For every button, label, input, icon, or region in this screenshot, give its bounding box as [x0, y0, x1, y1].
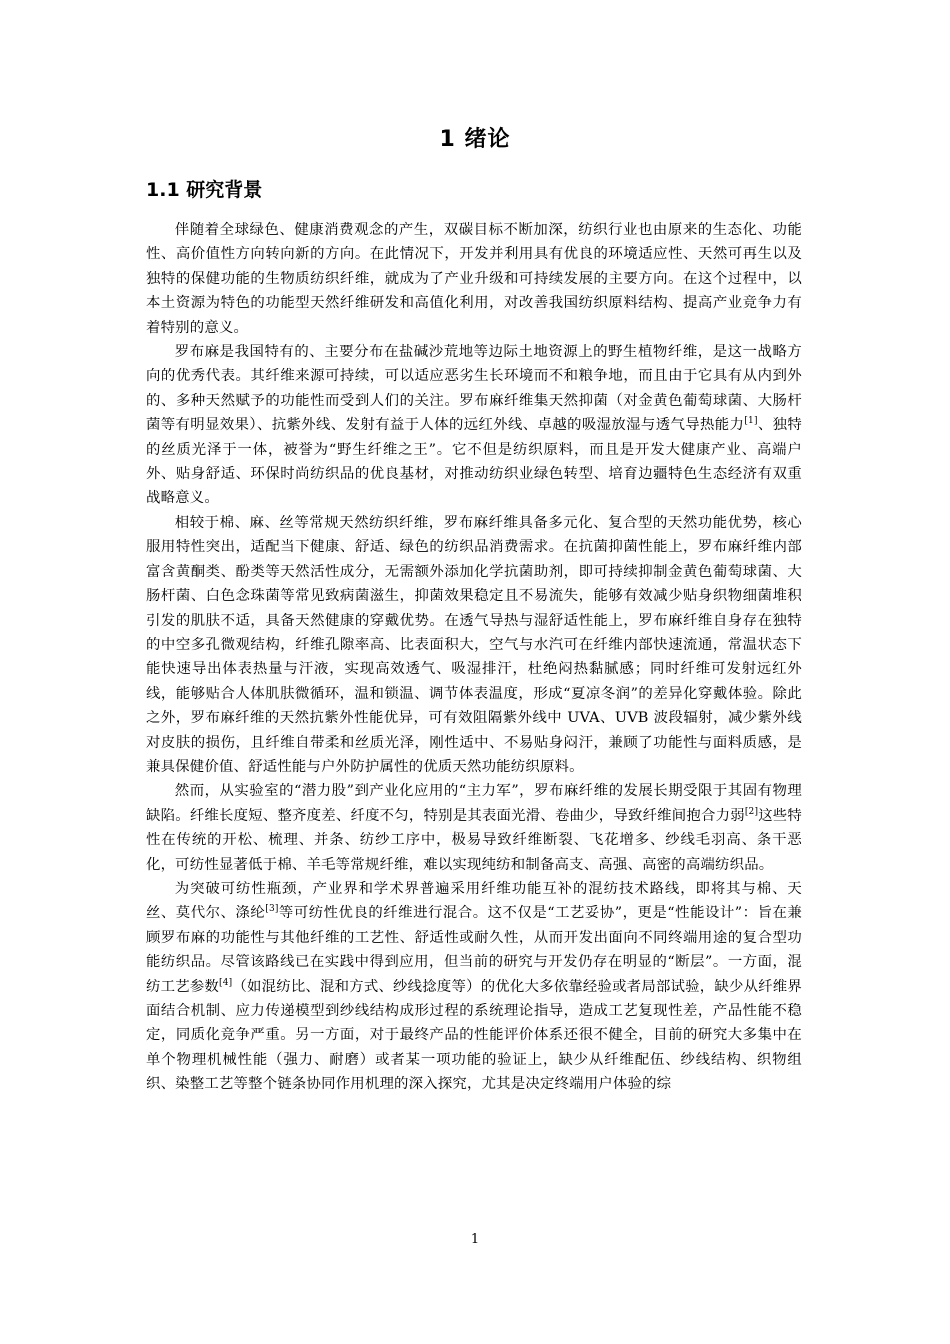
paragraph-text: 罗布麻是我国特有的、主要分布在盐碱沙荒地等边际土地资源上的野生植物纤维，是这一战略方向的优秀代表。其纤维来源可持续，可以适应恶劣生长环境而不和粮争地，而且由于它具有从内到外的、多种天然赋予的功能性而受到人们的关注。罗布麻纤维集天然抑菌（对金黄色葡萄球菌、大肠杆菌等有明显效果）、抗紫外线、发射有益于人体的远红外线、卓越的吸湿放湿与透气导热能力 [146, 344, 802, 434]
chapter-title: 1 绪论 [439, 127, 511, 152]
paragraph-text: 、独特的丝质光泽于一体，被誉为“野生纤维之王”。它不但是纺织原料，而且是开发大健康产业、高端户外、贴身舒适、环保时尚纺织品的优良基材，对推动纺织业绿色转型、培育边疆特色生态经济有双重战略意义。 [146, 417, 802, 507]
page-number: 1 [470, 1232, 480, 1247]
paragraph-text: （如混纺比、混和方式、纱线捻度等）的优化大多依靠经验或者局部试验，缺少从纤维界面结合机制、应力传递模型到纱线结构成形过程的系统理论指导，造成工艺复现性差，产品性能不稳定，同质化竞争严重。另一方面，对于最终产品的性能评价体系还很不健全，目前的研究大多集中在单个物理机械性能（强力、耐磨）或者某一项功能的验证上，缺少从纤维配伍、纱线结构、织物组织、染整工艺等整个链条协同作用机理的深入探究，尤其是决定终端用户体验的综 [146, 978, 802, 1093]
section-title: 1.1 研究背景 [146, 179, 263, 201]
citation-ref[interactable]: [4] [219, 977, 233, 988]
paragraph-text: 相较于棉、麻、丝等常规天然纺织纤维，罗布麻纤维具备多元化、复合型的天然功能优势，核心服用特性突出，适配当下健康、舒适、绿色的纺织品消费需求。在抗菌抑菌性能上，罗布麻纤维内部富含黄酮类、酚类等天然活性成分，无需额外添加化学抗菌助剂，即可持续抑制金黄色葡萄球菌、大肠杆菌、白色念珠菌等常见致病菌滋生，抑菌效果稳定且不易流失，能够有效减少贴身织物细菌堆积引发的肌肤不适，具备天然健康的穿戴优势。在透气导热与湿舒适性能上，罗布麻纤维自身存在独特的中空多孔微观结构，纤维孔隙率高、比表面积大，空气与水汽可在纤维内部快速流通，常温状态下能快速导出体表热量与汗液，实现高效透气、吸湿排汗，杜绝闷热黏腻感；同时纤维可发射远红外线，能够贴合人体肌肤微循环，温和锁温、调节体表温度，形成“夏凉冬润”的差异化穿戴体验。除此之外，罗布麻纤维的天然抗紫外性能优异，可有效阻隔紫外线中 UVA、UVB 波段辐射，减少紫外线对皮肤的损伤，且纤维自带柔和丝质光泽，刚性适中、不易贴身闷汗，兼顾了功能性与面料质感，是兼具保健价值、舒适性能与户外防护属性的优质天然功能纺织原料。 [146, 514, 802, 775]
paragraph-text: 为突破可纺性瓶颈，产业界和学术界普遍采用纤维功能互补的混纺技术路线，即将其与棉、天丝、莫代尔、涤纶 [146, 880, 802, 922]
citation-ref[interactable]: [2] [744, 806, 759, 817]
paragraph-text: 然而，从实验室的“潜力股”到产业化应用的“主力军”，罗布麻纤维的发展长期受限于其固有物理缺陷。纤维长度短、整齐度差、纤度不匀，特别是其表面光滑、卷曲少，导致纤维间抱合力弱 [146, 783, 802, 824]
paragraph [146, 877, 802, 1097]
citation-ref[interactable]: [1] [744, 416, 758, 427]
paragraph-text: 伴随着全球绿色、健康消费观念的产生，双碳目标不断加深，纺织行业也由原来的生态化、功能性、高价值性方向转向新的方向。在此情况下，开发并利用具有优良的环境适应性、天然可再生以及独特的保健功能的生物质纺织纤维，就成为了产业升级和可持续发展的主要方向。在这个过程中，以本土资源为特色的功能型天然纤维研发和高值化利用，对改善我国纺织原料结构、提高产业竞争力有着特别的意义。 [146, 222, 802, 336]
paragraph-text: 这些特性在传统的开松、梳理、并条、纺纱工序中，极易导致纤维断裂、飞花增多、纱线毛羽高、条干恶化，可纺性显著低于棉、羊毛等常规纤维，难以实现纯纺和制备高支、高强、高密的高端纺织品。 [146, 807, 803, 873]
body-text [146, 218, 802, 1097]
paragraph [146, 779, 802, 877]
paragraph-text: 等可纺性优良的纤维进行混合。这不仅是“工艺妥协”，更是“性能设计”：旨在兼顾罗布麻的功能性与其他纤维的工艺性、舒适性或耐久性，从而开发出面向不同终端用途的复合型功能纺织品。尽管该路线已在实践中得到应用，但当前的研究与开发仍存在明显的“断层”。一方面，混纺工艺参数 [146, 905, 802, 995]
paragraph [146, 511, 802, 779]
paragraph [146, 218, 802, 340]
paragraph [146, 340, 802, 511]
citation-ref[interactable]: [3] [265, 904, 279, 915]
